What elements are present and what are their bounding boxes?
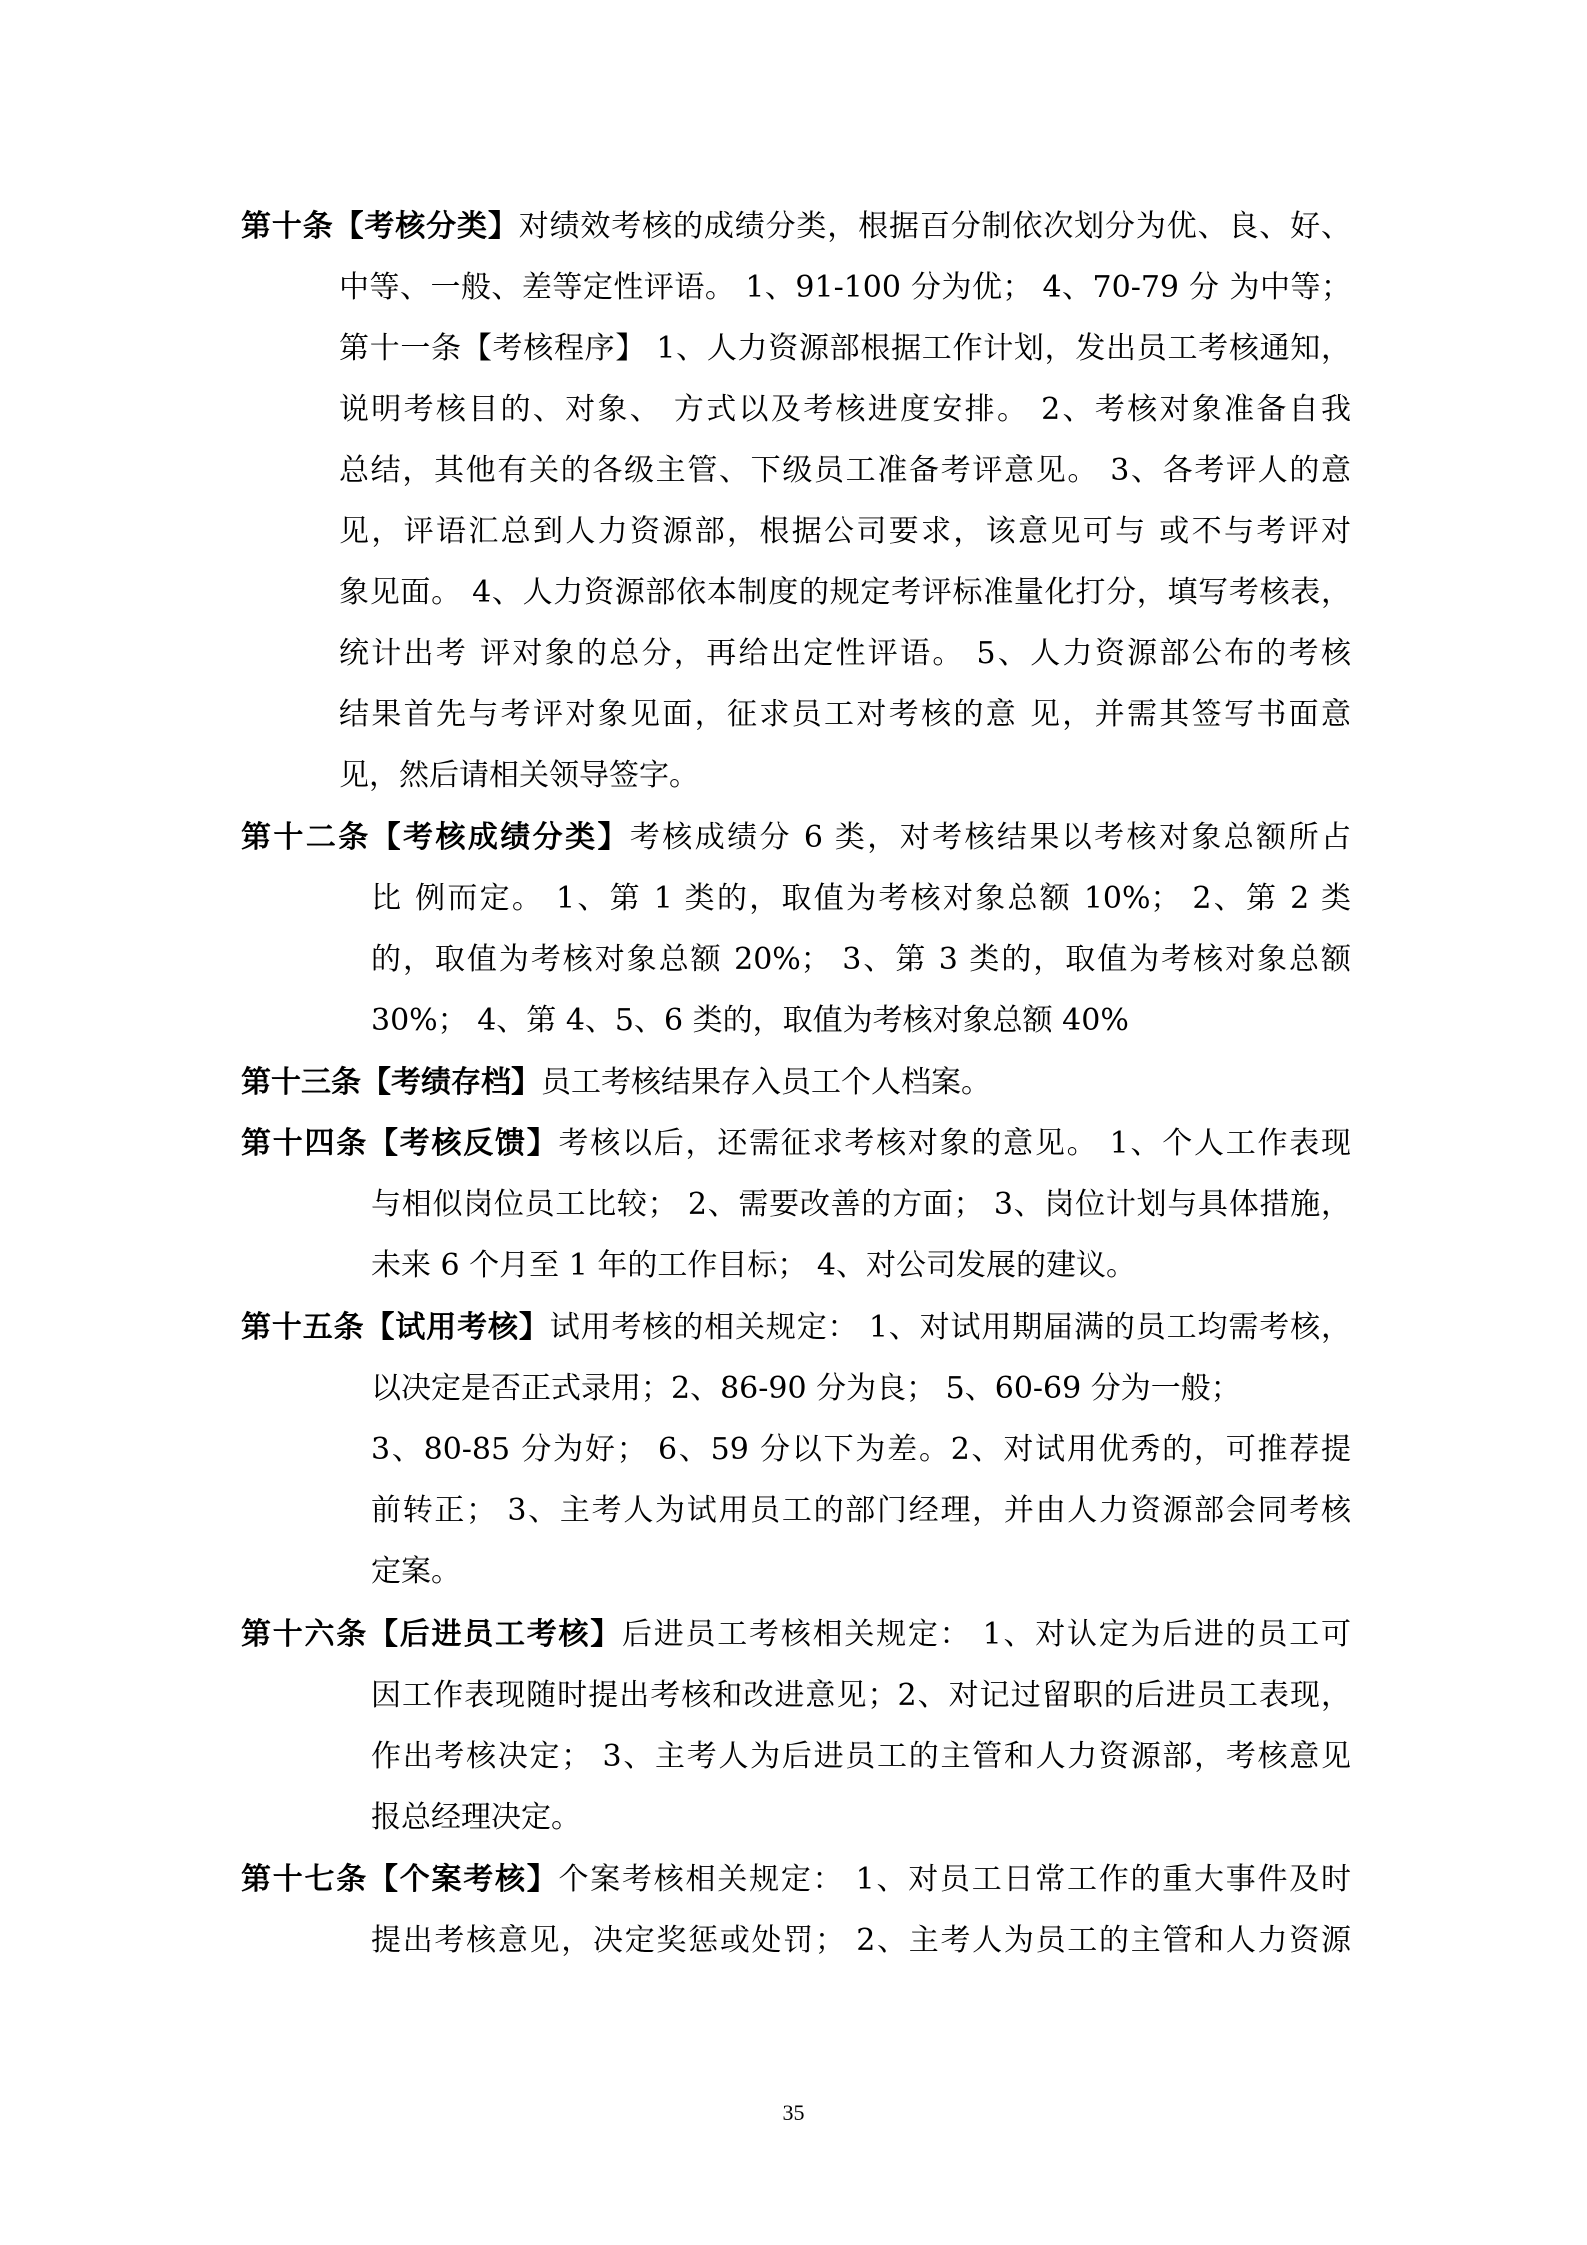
article-10-line-1: 第十条【考核分类】对绩效考核的成绩分类，根据百分制依次划分为优、良、好、 (241, 209, 1352, 244)
article-15-line-5: 定案。 (371, 1554, 461, 1589)
article-13-heading: 第十三条【考绩存档】 (241, 1065, 541, 1100)
article-17-line-2: 提出考核意见，决定奖惩或处罚； 2、主考人为员工的主管和人力资源 (371, 1923, 1351, 1958)
article-10-line-8: 统计出考 评对象的总分，再给出定性评语。 5、人力资源部公布的考核 (339, 636, 1351, 671)
article-14-line-3: 未来 6 个月至 1 年的工作目标； 4、对公司发展的建议。 (371, 1248, 1136, 1283)
article-10-line-6: 见，评语汇总到人力资源部，根据公司要求，该意见可与 或不与考评对 (339, 514, 1351, 549)
article-15-line-4: 前转正； 3、主考人为试用员工的部门经理，并由人力资源部会同考核 (371, 1493, 1351, 1528)
article-12-line-2: 比 例而定。 1、第 1 类的，取值为考核对象总额 10%； 2、第 2 类 (371, 881, 1351, 916)
article-10-line-4: 说明考核目的、对象、 方式以及考核进度安排。 2、考核对象准备自我 (339, 392, 1351, 427)
article-10-line-7: 象见面。 4、人力资源部依本制度的规定考评标准量化打分，填写考核表， (339, 575, 1351, 610)
article-17-heading: 第十七条【个案考核】 (241, 1862, 559, 1897)
article-14-heading: 第十四条【考核反馈】 (241, 1126, 559, 1161)
article-17-line-1: 第十七条【个案考核】个案考核相关规定： 1、对员工日常工作的重大事件及时 (241, 1862, 1352, 1897)
article-10-line-3: 第十一条【考核程序】 1、人力资源部根据工作计划，发出员工考核通知， (339, 331, 1351, 366)
article-10-line-9: 结果首先与考评对象见面，征求员工对考核的意 见，并需其签写书面意 (339, 697, 1351, 732)
page-number: 35 (782, 2100, 805, 2125)
article-16-line-3: 作出考核决定； 3、主考人为后进员工的主管和人力资源部，考核意见 (371, 1739, 1351, 1774)
article-15-heading: 第十五条【试用考核】 (241, 1310, 550, 1345)
article-12-line-3: 的，取值为考核对象总额 20%； 3、第 3 类的，取值为考核对象总额 (371, 942, 1351, 977)
article-12-line-4: 30%； 4、第 4、5、6 类的，取值为考核对象总额 40% (371, 1003, 1129, 1038)
article-13-line-1: 第十三条【考绩存档】员工考核结果存入员工个人档案。 (241, 1065, 991, 1100)
article-12-heading: 第十二条【考核成绩分类】 (241, 820, 630, 855)
article-16-line-4: 报总经理决定。 (371, 1800, 581, 1835)
article-15-line-1: 第十五条【试用考核】试用考核的相关规定： 1、对试用期届满的员工均需考核， (241, 1310, 1352, 1345)
article-16-heading: 第十六条【后进员工考核】 (241, 1617, 623, 1652)
article-10-heading: 第十条【考核分类】 (241, 209, 519, 244)
article-12-line-1: 第十二条【考核成绩分类】考核成绩分 6 类，对考核结果以考核对象总额所占 (241, 820, 1351, 855)
article-15-line-2: 以决定是否正式录用；2、86-90 分为良； 5、60-69 分为一般； (371, 1371, 1241, 1406)
article-10-line-10: 见，然后请相关领导签字。 (339, 758, 699, 793)
article-14-line-1: 第十四条【考核反馈】考核以后，还需征求考核对象的意见。 1、个人工作表现 (241, 1126, 1352, 1161)
article-10-line-2: 中等、一般、差等定性评语。 1、91-100 分为优； 4、70-79 分 为中等； (339, 270, 1351, 305)
article-15-line-3: 3、80-85 分为好； 6、59 分以下为差。2、对试用优秀的，可推荐提 (371, 1432, 1351, 1467)
article-16-line-1: 第十六条【后进员工考核】后进员工考核相关规定： 1、对认定为后进的员工可 (241, 1617, 1352, 1652)
article-16-line-2: 因工作表现随时提出考核和改进意见；2、对记过留职的后进员工表现， (371, 1678, 1351, 1713)
article-14-line-2: 与相似岗位员工比较； 2、需要改善的方面； 3、岗位计划与具体措施， (371, 1187, 1351, 1222)
article-10-line-5: 总结，其他有关的各级主管、下级员工准备考评意见。 3、各考评人的意 (339, 453, 1351, 488)
